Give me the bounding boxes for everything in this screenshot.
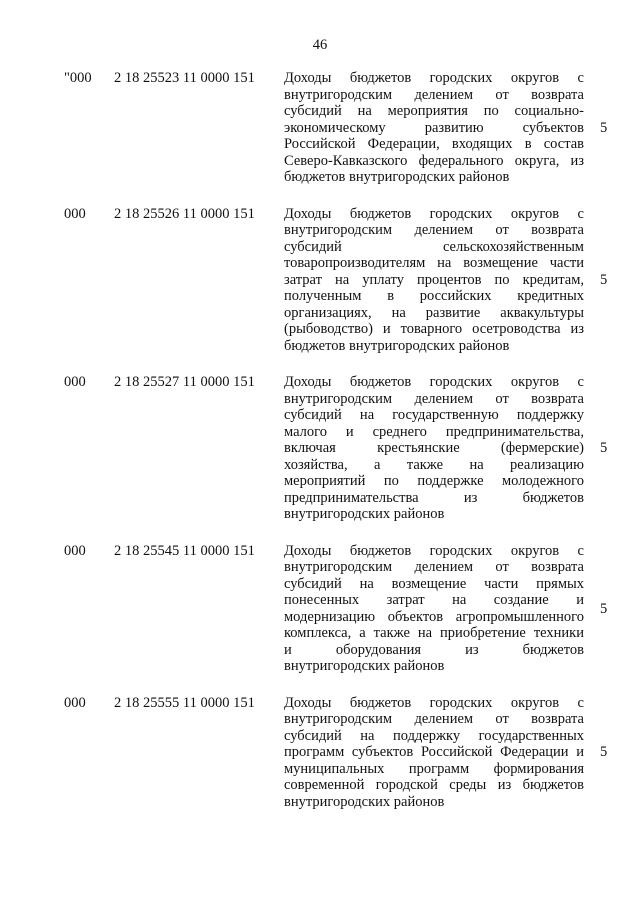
standard-value: 5: [600, 119, 608, 136]
description-line: модернизацию объектов агропромышленного: [284, 608, 584, 625]
description-line: включая крестьянские (фермерские): [284, 440, 584, 456]
description-line: Российской Федерации, входящих в состав: [284, 136, 584, 152]
row-description: [284, 70, 584, 186]
standard-value: 5: [600, 600, 608, 617]
page-number: 46: [312, 37, 328, 53]
description-line: Доходы бюджетов городских округов с: [284, 70, 584, 86]
description-line: Доходы бюджетов городских округов с: [284, 205, 584, 222]
description-line: внутригородским делением от возврата: [284, 222, 584, 238]
description-line: комплекса, а также на приобретение техники: [284, 625, 584, 641]
admin-code: 000: [64, 374, 86, 390]
budget-code: 2 18 25555 11 0000 151: [114, 694, 255, 711]
row-description: [284, 374, 584, 523]
description-line: субсидий на государственную поддержку: [284, 407, 584, 423]
description-line: программ субъектов Российской Федерации и: [284, 744, 584, 760]
description-line: понесенных затрат на создание и: [284, 592, 584, 608]
standard-value: 5: [600, 744, 608, 760]
description-line: Доходы бюджетов городских округов с: [284, 374, 584, 390]
description-line: субсидий на мероприятия по социально-: [284, 103, 584, 119]
description-line: муниципальных программ формирования: [284, 760, 584, 777]
standard-value: 5: [600, 271, 608, 288]
standard-value: 5: [600, 440, 608, 456]
description-line: полученным в российских кредитных: [284, 288, 584, 304]
description-line: (рыбоводство) и товарного осетроводства из: [284, 321, 584, 337]
table-row: [0, 543, 640, 675]
description-line: организациях, на развитие аквакультуры: [284, 304, 584, 321]
budget-code: 2 18 25523 11 0000 151: [114, 70, 255, 86]
description-line: субсидий на возмещение части прямых: [284, 575, 584, 592]
description-line: внутригородских районов: [284, 658, 445, 674]
admin-code: "000: [64, 70, 92, 86]
description-line: бюджетов внутригородских районов: [284, 169, 510, 185]
description-line: и оборудования из бюджетов: [284, 641, 584, 658]
description-line: малого и среднего предпринимательства,: [284, 423, 584, 440]
description-line: внутригородским делением от возврата: [284, 711, 584, 727]
budget-code: 2 18 25545 11 0000 151: [114, 542, 255, 559]
row-description: [284, 695, 584, 811]
description-line: хозяйства, а также на реализацию: [284, 456, 584, 473]
description-line: бюджетов внутригородских районов: [284, 337, 510, 354]
description-line: внутригородских районов: [284, 506, 445, 522]
budget-code: 2 18 25526 11 0000 151: [114, 205, 255, 222]
description-line: внутригородским делением от возврата: [284, 390, 584, 407]
description-line: экономическому развитию субъектов: [284, 119, 584, 136]
row-description: [284, 543, 584, 675]
description-line: мероприятий по поддержке молодежного: [284, 473, 584, 489]
description-line: внутригородским делением от возврата: [284, 559, 584, 575]
description-line: затрат на уплату процентов по кредитам,: [284, 271, 584, 288]
description-line: Доходы бюджетов городских округов с: [284, 694, 584, 711]
description-line: субсидий на поддержку государственных: [284, 727, 584, 744]
admin-code: 000: [64, 694, 86, 711]
description-line: товаропроизводителям на возмещение части: [284, 255, 584, 271]
row-description: [284, 206, 584, 355]
table-row: [0, 206, 640, 355]
table-row: [0, 374, 640, 523]
description-line: Доходы бюджетов городских округов с: [284, 542, 584, 559]
budget-table: [0, 70, 640, 830]
table-row: [0, 695, 640, 811]
table-row: [0, 70, 640, 186]
description-line: Северо-Кавказского федерального округа, из: [284, 152, 584, 169]
description-line: субсидий сельскохозяйственным: [284, 238, 584, 255]
description-line: предпринимательства из бюджетов: [284, 489, 584, 506]
admin-code: 000: [64, 205, 86, 222]
description-line: современной городской среды из бюджетов: [284, 777, 584, 793]
description-line: внутригородским делением от возврата: [284, 86, 584, 103]
admin-code: 000: [64, 542, 86, 559]
description-line: внутригородских районов: [284, 793, 445, 810]
budget-code: 2 18 25527 11 0000 151: [114, 374, 255, 390]
